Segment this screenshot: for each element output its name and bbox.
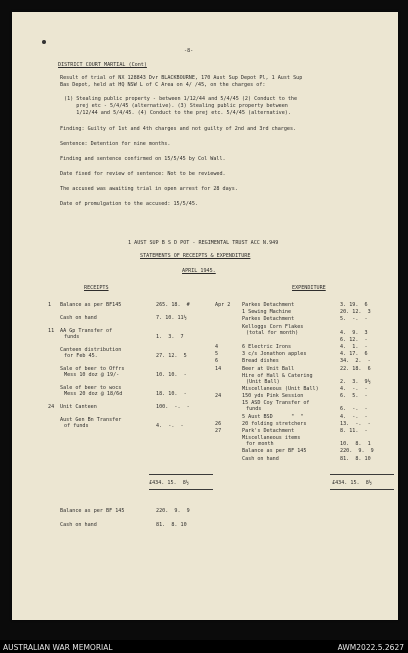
expenditure-row-amount: 220. 9. 9: [340, 448, 374, 455]
receipt-row-amount: 100. -. -: [156, 404, 190, 410]
expenditure-row-amount: 6. 5. -: [340, 393, 368, 400]
finding-text: Finding: Guilty of 1st and 4th charges and not guilty of 2nd and 3rd charges.: [60, 126, 297, 132]
expenditure-row-amount: 5. -. -: [340, 316, 368, 323]
expenditure-row-date: 4: [215, 344, 219, 350]
trial-intro-line-2: Bas Depot, held at HQ NSW L of C Area on 4/ /45, on the charges of:: [60, 82, 266, 88]
receipt-row-description: Cash on hand: [60, 315, 97, 321]
expenditure-row-description: Bread dishes: [242, 358, 279, 365]
expenditure-row-date: 6: [215, 358, 219, 365]
expenditure-row-description: Kelloggs Corn Flakes: [242, 323, 304, 330]
expenditure-row-amount: 10. 8. 1: [340, 441, 371, 448]
expenditure-row-amount: 22. 18. 6: [340, 365, 371, 372]
expenditure-label: EXPENDITURE: [292, 285, 326, 291]
receipt-row-description: Sale of beer to Offrs: [60, 366, 125, 372]
expenditure-row-description: Parkes Detachment: [242, 302, 295, 308]
receipt-row-amount: 7. 10. 11½: [156, 315, 187, 321]
expenditure-total-rule: [330, 474, 394, 475]
statement-month: APRIL 1945.: [182, 268, 216, 274]
expenditure-row-date: 26: [215, 420, 222, 427]
expenditure-row-date: 5: [215, 351, 219, 358]
receipt-row-description: of funds: [64, 423, 89, 429]
charges-line-1: (1) Stealing public property - between 1/12/44 and 5/4/45 (2) Conduct to the: [64, 96, 298, 102]
receipt-row-description: Canteen distribution: [60, 347, 122, 353]
expenditure-row-description: 3 c/s Jonathon apples: [242, 351, 307, 358]
expenditure-row-description: Beer at Unit Ball: [242, 365, 295, 372]
statement-heading: 1 AUST SUP B S D POT - REGIMENTAL TRUST ACC N.949: [128, 240, 279, 246]
expenditure-row-description: 20 folding stretchers: [242, 420, 307, 427]
receipt-row-description: for Feb 45.: [64, 353, 98, 359]
expenditure-row-description: 6 Electric Irons: [242, 344, 292, 350]
closing-balance-label: Balance as per BF 145: [60, 508, 125, 514]
receipt-row-amount: 265. 18. #: [156, 302, 190, 308]
expenditure-row-amount: 4. -. -: [340, 413, 368, 420]
expenditure-row-amount: 3. 19. 6: [340, 302, 368, 308]
expenditure-row-description: Balance as per BF 145: [242, 448, 307, 455]
statement-subheading: STATEMENTS OF RECEIPTS & EXPENDITURE: [140, 253, 251, 259]
receipt-row-description: Aust Gen Bn Transfer: [60, 417, 122, 423]
expenditure-row-description: for month: [246, 441, 274, 448]
closing-cash-label: Cash on hand: [60, 522, 97, 528]
receipt-row-description: Mess 10 doz @ 19/-: [64, 372, 120, 378]
expenditure-row-amount: 20. 12. 3: [340, 309, 371, 316]
trial-intro-line-1: Result of trial of NX 128843 Dvr BLACKBOURNE, 170 Aust Sup Depot Pl, 1 Aust Sup: [60, 75, 303, 81]
receipts-label: RECEIPTS: [84, 285, 109, 291]
expenditure-row-date: 24: [215, 393, 222, 400]
court-martial-heading: DISTRICT COURT MARTIAL (Cont): [58, 62, 147, 68]
expenditure-row-date: 14: [215, 365, 222, 372]
expenditure-row-description: 1 Sewing Machine: [242, 309, 292, 316]
charges-line-2: prej etc - 5/4/45 (alternative). (3) Stealing public property between: [64, 103, 288, 109]
expenditure-row-description: Miscellaneous (Unit Ball): [242, 386, 319, 392]
expenditure-row-description: Cash on hand: [242, 455, 279, 462]
expenditure-row-description: 5 Aust BSD " ": [242, 413, 304, 420]
expenditure-row-amount: 81. 8. 10: [340, 455, 371, 462]
receipt-row-description: Mess 20 doz @ 18/6d: [64, 391, 123, 397]
expenditure-row-date: 27: [215, 428, 222, 434]
expenditure-total: £434. 15. 8½: [332, 480, 372, 486]
receipt-row-description: funds: [64, 334, 80, 340]
expenditure-row-description: Miscellaneous items: [242, 435, 301, 442]
receipts-total-rule: [149, 474, 213, 475]
document-page: [12, 12, 398, 620]
closing-cash-amount: 81. 8. 10: [156, 522, 187, 528]
expenditure-row-amount: 4. 17. 6: [340, 351, 368, 358]
expenditure-total-underline: [330, 489, 394, 490]
page-number: -8-: [184, 48, 194, 54]
receipt-row-description: Unit Canteen: [60, 404, 97, 410]
receipt-row-date: 24: [48, 404, 55, 410]
expenditure-row-description: funds: [246, 406, 262, 413]
punch-hole: [42, 40, 46, 44]
receipt-row-description: Balance as per BF145: [60, 302, 122, 308]
expenditure-row-amount: 8. 11. -: [340, 428, 368, 434]
expenditure-row-description: 15 ASD Coy Transfer of: [242, 400, 310, 407]
expenditure-row-description: Park's Detachment: [242, 428, 295, 434]
expenditure-row-amount: 4. -. -: [340, 386, 368, 392]
receipt-row-date: 1: [48, 302, 52, 308]
closing-balance-amount: 220. 9. 9: [156, 508, 190, 514]
receipts-total: £434. 15. 8½: [149, 480, 189, 486]
expenditure-row-description: (total for month): [246, 329, 299, 336]
receipt-row-amount: 18. 10. -: [156, 391, 187, 397]
sentence-text: Sentence: Detention for nine months.: [60, 141, 171, 147]
review-text: Date fixed for review of sentence: Not to be reviewed.: [60, 171, 226, 177]
receipt-row-description: AA Gp Transfer of: [60, 328, 113, 334]
receipt-row-date: 11: [48, 328, 55, 334]
expenditure-row-amount: 13. -. -: [340, 420, 371, 427]
confirmed-text: Finding and sentence confirmed on 15/5/45 by Col Wall.: [60, 156, 226, 162]
expenditure-row-amount: 4. 1. -: [340, 344, 368, 350]
receipt-row-amount: 4. -. -: [156, 423, 184, 429]
footer-accession-number: AWM2022.5.2627: [337, 643, 404, 652]
expenditure-row-description: Parkes Detachment: [242, 316, 295, 323]
expenditure-row-amount: 4. 9. 3: [340, 329, 368, 336]
arrest-text: The accused was awaiting trial in open arrest for 28 days.: [60, 186, 238, 192]
receipt-row-amount: 1. 3. 7: [156, 334, 184, 340]
expenditure-row-description: 150 yds Pink Session: [242, 393, 304, 400]
expenditure-row-date: Apr 2: [215, 302, 231, 308]
expenditure-row-description: Hire of Hall & Catering: [242, 372, 313, 379]
promulgation-text: Date of promulgation to the accused: 15/5/45.: [60, 201, 199, 207]
expenditure-row-description: (Unit Ball): [246, 378, 280, 385]
receipt-row-amount: 27. 12. 5: [156, 353, 187, 359]
expenditure-row-amount: 6. 12. -: [340, 336, 368, 343]
expenditure-row-amount: 6. -. -: [340, 406, 368, 413]
receipt-row-amount: 10. 10. -: [156, 372, 187, 378]
receipt-row-description: Sale of beer to wocs: [60, 385, 122, 391]
receipts-total-underline: [149, 489, 213, 490]
footer-institution: AUSTRALIAN WAR MEMORIAL: [3, 643, 113, 652]
expenditure-row-amount: 34. 2. -: [340, 358, 371, 365]
expenditure-row-amount: 2. 3. 9½: [340, 378, 371, 385]
charges-line-3: 1/12/44 and 5/4/45. (4) Conduct to the prej etc. 5/4/45 (alternative).: [64, 110, 291, 116]
